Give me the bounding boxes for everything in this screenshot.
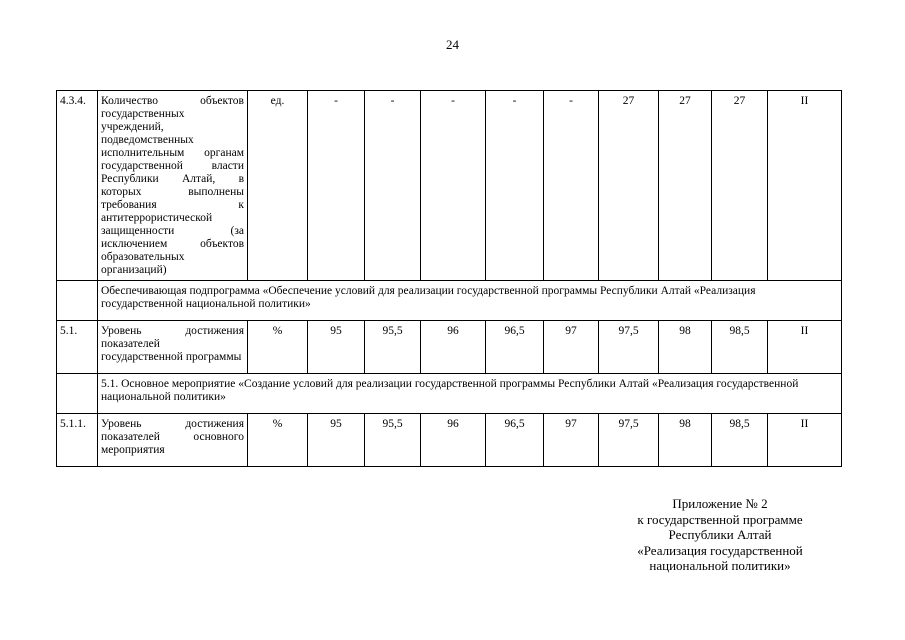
unit-cell: ед. xyxy=(248,91,308,281)
section-heading: Обеспечивающая подпрограмма «Обеспечение условий для реализации государственной программы Республики Алтай «Реализация государственной национальной политики» xyxy=(98,281,842,321)
appendix-title: Приложение № 2 xyxy=(672,496,768,511)
value-cell: 97,5 xyxy=(599,321,659,374)
unit-cell: % xyxy=(248,414,308,467)
appendix-line: «Реализация государственной xyxy=(637,542,803,558)
table-row xyxy=(57,414,842,467)
section-heading: 5.1. Основное мероприятие «Создание условий для реализации государственной программы Республики Алтай «Реализация государственной национальной политики» xyxy=(98,374,842,414)
value-cell: - xyxy=(365,91,421,281)
value-cell: 96 xyxy=(421,414,486,467)
value-cell: 97 xyxy=(544,321,599,374)
appendix-heading xyxy=(600,496,840,574)
value-cell: 96 xyxy=(421,321,486,374)
category-cell: II xyxy=(768,414,842,467)
indicator-name: Уровень достижения показателей государственной программы xyxy=(98,321,248,374)
value-cell: 98 xyxy=(659,414,712,467)
appendix-line: Республики Алтай xyxy=(668,527,772,542)
indicator-name: Уровень достижения показателей основного мероприятия xyxy=(98,414,248,467)
value-cell: - xyxy=(421,91,486,281)
value-cell: - xyxy=(308,91,365,281)
category-cell: II xyxy=(768,321,842,374)
value-cell: 96,5 xyxy=(486,414,544,467)
value-cell: 98,5 xyxy=(712,414,768,467)
value-cell: 97 xyxy=(544,414,599,467)
indicators-table xyxy=(56,90,842,467)
value-cell: 95,5 xyxy=(365,321,421,374)
value-cell: 27 xyxy=(659,91,712,281)
page-number: 24 xyxy=(446,37,459,52)
value-cell: 27 xyxy=(599,91,659,281)
row-number: 5.1. xyxy=(57,321,98,374)
value-cell: 96,5 xyxy=(486,321,544,374)
value-cell: 27 xyxy=(712,91,768,281)
row-number xyxy=(57,281,98,321)
table-row xyxy=(57,321,842,374)
row-number: 4.3.4. xyxy=(57,91,98,281)
row-number: 5.1.1. xyxy=(57,414,98,467)
value-cell: 95 xyxy=(308,321,365,374)
appendix-line: к государственной программе xyxy=(637,511,803,527)
value-cell: 98 xyxy=(659,321,712,374)
value-cell: - xyxy=(544,91,599,281)
table-row xyxy=(57,281,842,321)
indicator-name: Количество объектов государственных учреждений, подведомственных исполнительным органам государственной власти Республики Алтай, в которых выполнены требования к антитеррористической защищенности (за исключением объектов образовательных организаций) xyxy=(98,91,248,281)
value-cell: 95,5 xyxy=(365,414,421,467)
value-cell: - xyxy=(486,91,544,281)
value-cell: 95 xyxy=(308,414,365,467)
value-cell: 98,5 xyxy=(712,321,768,374)
row-number xyxy=(57,374,98,414)
category-cell: II xyxy=(768,91,842,281)
table-row xyxy=(57,91,842,281)
unit-cell: % xyxy=(248,321,308,374)
appendix-line: национальной политики» xyxy=(649,558,791,573)
value-cell: 97,5 xyxy=(599,414,659,467)
table-row xyxy=(57,374,842,414)
